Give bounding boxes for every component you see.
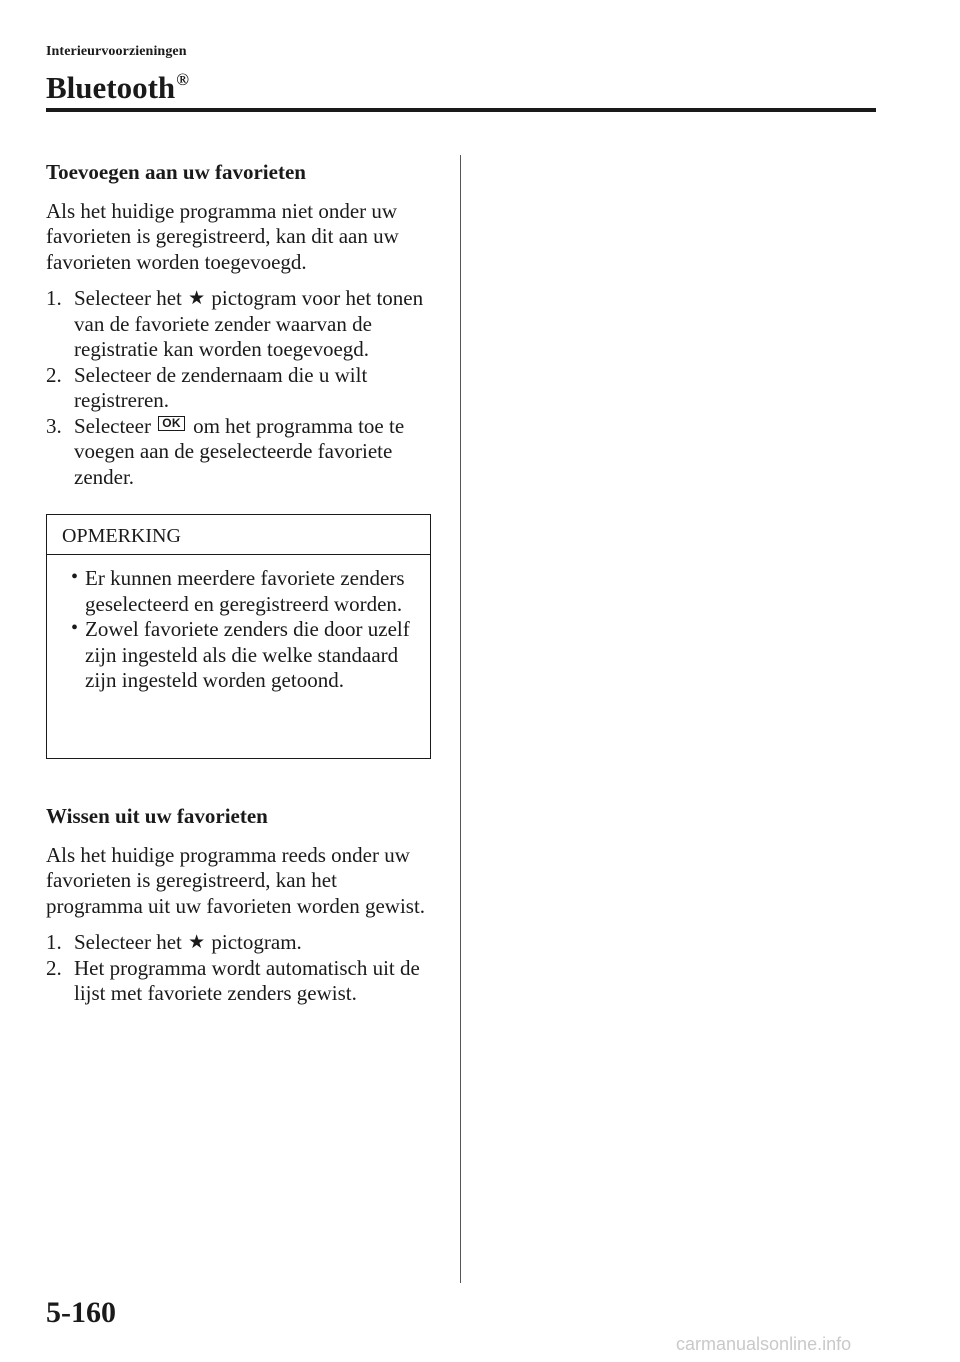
add-section <box>46 160 438 490</box>
note-text: Er kunnen meerdere favoriete zenders geselecteerd en geregistreerd worden. <box>85 566 405 616</box>
header-rule <box>46 108 876 112</box>
chapter-title-text: Bluetooth <box>46 70 176 105</box>
registered-mark: ® <box>176 70 189 89</box>
page-number: 5-160 <box>46 1296 116 1329</box>
note-title: OPMERKING <box>47 515 430 555</box>
delete-section-steps <box>46 930 438 1007</box>
delete-section <box>46 804 438 1007</box>
note-box <box>46 514 431 759</box>
step-text: Selecteer <box>74 413 151 438</box>
watermark: carmanualsonline.info <box>676 1334 852 1354</box>
step-number: 1. <box>46 930 62 954</box>
bullet-icon: • <box>71 566 79 588</box>
step-number: 2. <box>46 955 62 980</box>
delete-section-intro: Als het huidige programma reeds onder uw favorieten is geregistreerd, kan het programma uit uw favorieten worden gewist. <box>46 842 426 918</box>
step-number: 1. <box>46 286 62 310</box>
bullet-icon: • <box>71 617 79 639</box>
list-item <box>46 414 438 491</box>
step-text: pictogram. <box>211 930 302 954</box>
add-section-heading: Toevoegen aan uw favorieten <box>46 160 306 184</box>
step-text: Selecteer de zendernaam die u wilt registreren. <box>74 362 368 412</box>
delete-section-heading: Wissen uit uw favorieten <box>46 804 268 828</box>
list-item <box>46 930 438 956</box>
chapter-title <box>46 60 189 108</box>
column-divider <box>460 155 461 1283</box>
note-list <box>47 555 430 694</box>
step-text: pictogram voor het tonen van de favoriete zender waarvan de registratie kan worden toegevoegd. <box>74 286 424 361</box>
ok-icon: OK <box>158 416 185 431</box>
step-text: Het programma wordt automatisch uit de lijst met favoriete zenders gewist. <box>74 955 420 1005</box>
list-item <box>47 566 430 617</box>
list-item <box>46 363 438 414</box>
star-icon: ★ <box>188 288 206 309</box>
section-label: Interieurvoorzieningen <box>46 44 187 59</box>
add-section-steps <box>46 286 438 490</box>
note-text: Zowel favoriete zenders die door uzelf zijn ingesteld als die welke standaard zijn ingesteld worden getoond. <box>85 617 410 692</box>
star-icon: ★ <box>188 932 206 953</box>
step-number: 2. <box>46 362 62 387</box>
step-text: Selecteer het <box>74 286 182 310</box>
list-item <box>47 617 430 694</box>
step-text: om het programma toe te voegen aan de geselecteerde favoriete zender. <box>74 413 405 489</box>
list-item <box>46 286 438 363</box>
add-section-intro: Als het huidige programma niet onder uw favorieten is geregistreerd, kan dit aan uw favorieten worden toegevoegd. <box>46 198 399 274</box>
list-item <box>46 956 438 1007</box>
step-text: Selecteer het <box>74 930 182 954</box>
step-number: 3. <box>46 413 62 438</box>
